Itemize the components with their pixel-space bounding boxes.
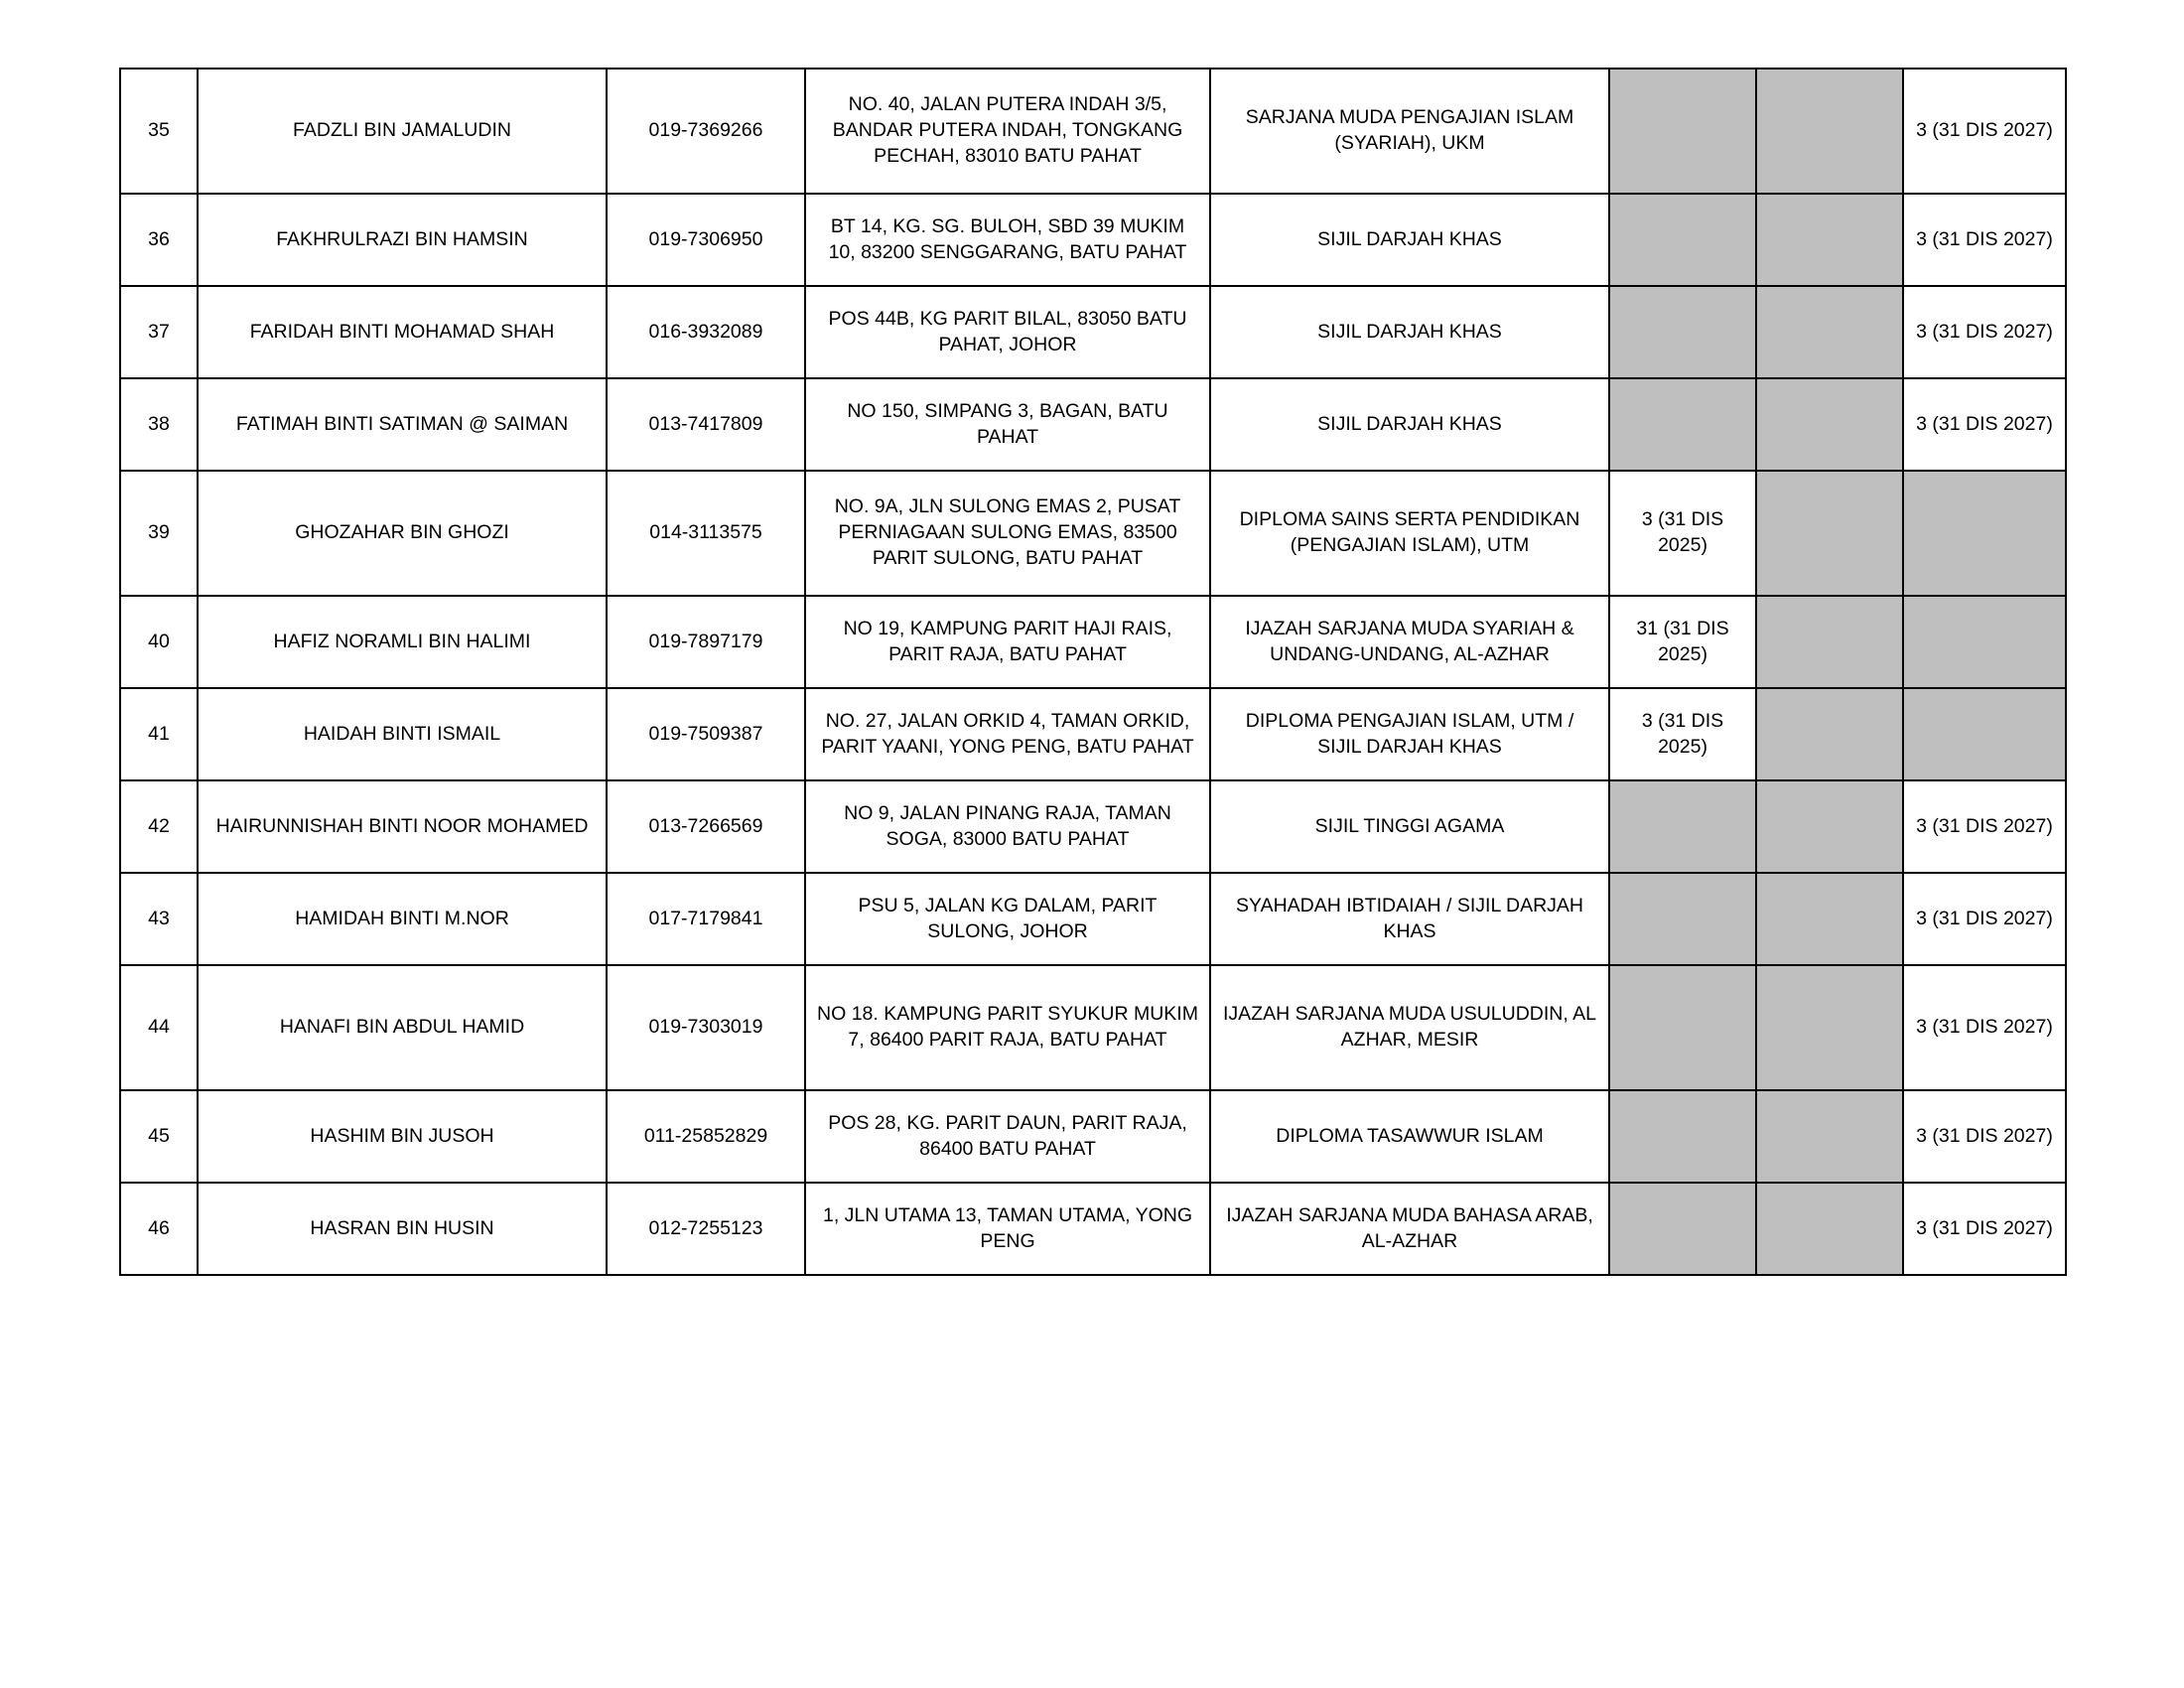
- cell-cert-c: 3 (31 DIS 2027): [1903, 286, 2066, 378]
- cell-name: HASRAN BIN HUSIN: [198, 1183, 607, 1275]
- cell-cert-a: [1609, 780, 1756, 873]
- cell-cert-b: [1756, 194, 1903, 286]
- cell-cert-a: [1609, 378, 1756, 471]
- cell-no: 45: [120, 1090, 198, 1183]
- cell-cert-c: 3 (31 DIS 2027): [1903, 1090, 2066, 1183]
- cell-name: FADZLI BIN JAMALUDIN: [198, 69, 607, 194]
- cell-cert-a: [1609, 1183, 1756, 1275]
- cell-no: 46: [120, 1183, 198, 1275]
- cell-qualification: DIPLOMA PENGAJIAN ISLAM, UTM / SIJIL DARJAH KHAS: [1210, 688, 1609, 780]
- cell-cert-a: [1609, 286, 1756, 378]
- cell-name: GHOZAHAR BIN GHOZI: [198, 471, 607, 596]
- cell-cert-b: [1756, 471, 1903, 596]
- cell-cert-b: [1756, 780, 1903, 873]
- cell-cert-c: 3 (31 DIS 2027): [1903, 780, 2066, 873]
- cell-cert-c: [1903, 596, 2066, 688]
- cell-address: PSU 5, JALAN KG DALAM, PARIT SULONG, JOHOR: [805, 873, 1210, 965]
- cell-no: 37: [120, 286, 198, 378]
- registry-table: [119, 68, 2067, 1276]
- cell-address: NO 150, SIMPANG 3, BAGAN, BATU PAHAT: [805, 378, 1210, 471]
- cell-name: HAFIZ NORAMLI BIN HALIMI: [198, 596, 607, 688]
- cell-cert-b: [1756, 1090, 1903, 1183]
- cell-phone: 019-7303019: [607, 965, 805, 1090]
- cell-phone: 019-7306950: [607, 194, 805, 286]
- cell-cert-a: [1609, 873, 1756, 965]
- cell-cert-a: 3 (31 DIS 2025): [1609, 471, 1756, 596]
- cell-cert-b: [1756, 596, 1903, 688]
- cell-qualification: SIJIL DARJAH KHAS: [1210, 194, 1609, 286]
- cell-qualification: SIJIL DARJAH KHAS: [1210, 378, 1609, 471]
- cell-cert-b: [1756, 378, 1903, 471]
- cell-cert-b: [1756, 873, 1903, 965]
- cell-address: NO. 27, JALAN ORKID 4, TAMAN ORKID, PARIT YAANI, YONG PENG, BATU PAHAT: [805, 688, 1210, 780]
- cell-name: FATIMAH BINTI SATIMAN @ SAIMAN: [198, 378, 607, 471]
- cell-qualification: IJAZAH SARJANA MUDA BAHASA ARAB, AL-AZHAR: [1210, 1183, 1609, 1275]
- table-row: [120, 1090, 2066, 1183]
- cell-qualification: DIPLOMA SAINS SERTA PENDIDIKAN (PENGAJIAN ISLAM), UTM: [1210, 471, 1609, 596]
- cell-no: 39: [120, 471, 198, 596]
- cell-address: NO 19, KAMPUNG PARIT HAJI RAIS, PARIT RAJA, BATU PAHAT: [805, 596, 1210, 688]
- cell-no: 35: [120, 69, 198, 194]
- cell-phone: 013-7417809: [607, 378, 805, 471]
- cell-name: HAIDAH BINTI ISMAIL: [198, 688, 607, 780]
- cell-address: NO 9, JALAN PINANG RAJA, TAMAN SOGA, 83000 BATU PAHAT: [805, 780, 1210, 873]
- cell-cert-a: [1609, 69, 1756, 194]
- cell-phone: 019-7509387: [607, 688, 805, 780]
- cell-qualification: IJAZAH SARJANA MUDA USULUDDIN, AL AZHAR, MESIR: [1210, 965, 1609, 1090]
- cell-no: 44: [120, 965, 198, 1090]
- table-row: [120, 69, 2066, 194]
- table-row: [120, 378, 2066, 471]
- cell-name: HASHIM BIN JUSOH: [198, 1090, 607, 1183]
- cell-cert-a: [1609, 194, 1756, 286]
- cell-name: HANAFI BIN ABDUL HAMID: [198, 965, 607, 1090]
- cell-no: 36: [120, 194, 198, 286]
- cell-address: NO 18. KAMPUNG PARIT SYUKUR MUKIM 7, 86400 PARIT RAJA, BATU PAHAT: [805, 965, 1210, 1090]
- table-row: [120, 596, 2066, 688]
- cell-no: 38: [120, 378, 198, 471]
- cell-cert-b: [1756, 688, 1903, 780]
- cell-no: 40: [120, 596, 198, 688]
- cell-name: FAKHRULRAZI BIN HAMSIN: [198, 194, 607, 286]
- cell-name: HAMIDAH BINTI M.NOR: [198, 873, 607, 965]
- cell-phone: 014-3113575: [607, 471, 805, 596]
- cell-cert-c: 3 (31 DIS 2027): [1903, 965, 2066, 1090]
- cell-qualification: IJAZAH SARJANA MUDA SYARIAH & UNDANG-UNDANG, AL-AZHAR: [1210, 596, 1609, 688]
- cell-cert-b: [1756, 965, 1903, 1090]
- cell-phone: 019-7897179: [607, 596, 805, 688]
- cell-qualification: DIPLOMA TASAWWUR ISLAM: [1210, 1090, 1609, 1183]
- cell-address: POS 44B, KG PARIT BILAL, 83050 BATU PAHAT, JOHOR: [805, 286, 1210, 378]
- cell-cert-c: 3 (31 DIS 2027): [1903, 194, 2066, 286]
- table-row: [120, 194, 2066, 286]
- cell-phone: 013-7266569: [607, 780, 805, 873]
- table-row: [120, 471, 2066, 596]
- table-row: [120, 1183, 2066, 1275]
- cell-cert-a: [1609, 1090, 1756, 1183]
- cell-no: 41: [120, 688, 198, 780]
- table-row: [120, 780, 2066, 873]
- cell-address: 1, JLN UTAMA 13, TAMAN UTAMA, YONG PENG: [805, 1183, 1210, 1275]
- cell-phone: 011-25852829: [607, 1090, 805, 1183]
- cell-phone: 012-7255123: [607, 1183, 805, 1275]
- cell-qualification: SARJANA MUDA PENGAJIAN ISLAM (SYARIAH), UKM: [1210, 69, 1609, 194]
- cell-cert-b: [1756, 69, 1903, 194]
- table-row: [120, 873, 2066, 965]
- cell-no: 42: [120, 780, 198, 873]
- cell-qualification: SYAHADAH IBTIDAIAH / SIJIL DARJAH KHAS: [1210, 873, 1609, 965]
- table-body: [120, 69, 2066, 1275]
- cell-cert-a: [1609, 965, 1756, 1090]
- cell-cert-b: [1756, 286, 1903, 378]
- cell-address: NO. 40, JALAN PUTERA INDAH 3/5, BANDAR PUTERA INDAH, TONGKANG PECHAH, 83010 BATU PAHAT: [805, 69, 1210, 194]
- cell-cert-c: 3 (31 DIS 2027): [1903, 1183, 2066, 1275]
- cell-address: BT 14, KG. SG. BULOH, SBD 39 MUKIM 10, 83200 SENGGARANG, BATU PAHAT: [805, 194, 1210, 286]
- cell-phone: 017-7179841: [607, 873, 805, 965]
- cell-no: 43: [120, 873, 198, 965]
- cell-address: POS 28, KG. PARIT DAUN, PARIT RAJA, 86400 BATU PAHAT: [805, 1090, 1210, 1183]
- cell-phone: 019-7369266: [607, 69, 805, 194]
- cell-cert-b: [1756, 1183, 1903, 1275]
- cell-address: NO. 9A, JLN SULONG EMAS 2, PUSAT PERNIAGAAN SULONG EMAS, 83500 PARIT SULONG, BATU PAHAT: [805, 471, 1210, 596]
- cell-cert-a: 31 (31 DIS 2025): [1609, 596, 1756, 688]
- cell-qualification: SIJIL DARJAH KHAS: [1210, 286, 1609, 378]
- cell-cert-c: [1903, 471, 2066, 596]
- cell-cert-c: [1903, 688, 2066, 780]
- cell-qualification: SIJIL TINGGI AGAMA: [1210, 780, 1609, 873]
- table-row: [120, 688, 2066, 780]
- cell-phone: 016-3932089: [607, 286, 805, 378]
- cell-cert-a: 3 (31 DIS 2025): [1609, 688, 1756, 780]
- cell-cert-c: 3 (31 DIS 2027): [1903, 378, 2066, 471]
- table-row: [120, 965, 2066, 1090]
- cell-name: HAIRUNNISHAH BINTI NOOR MOHAMED: [198, 780, 607, 873]
- cell-name: FARIDAH BINTI MOHAMAD SHAH: [198, 286, 607, 378]
- cell-cert-c: 3 (31 DIS 2027): [1903, 69, 2066, 194]
- table-row: [120, 286, 2066, 378]
- cell-cert-c: 3 (31 DIS 2027): [1903, 873, 2066, 965]
